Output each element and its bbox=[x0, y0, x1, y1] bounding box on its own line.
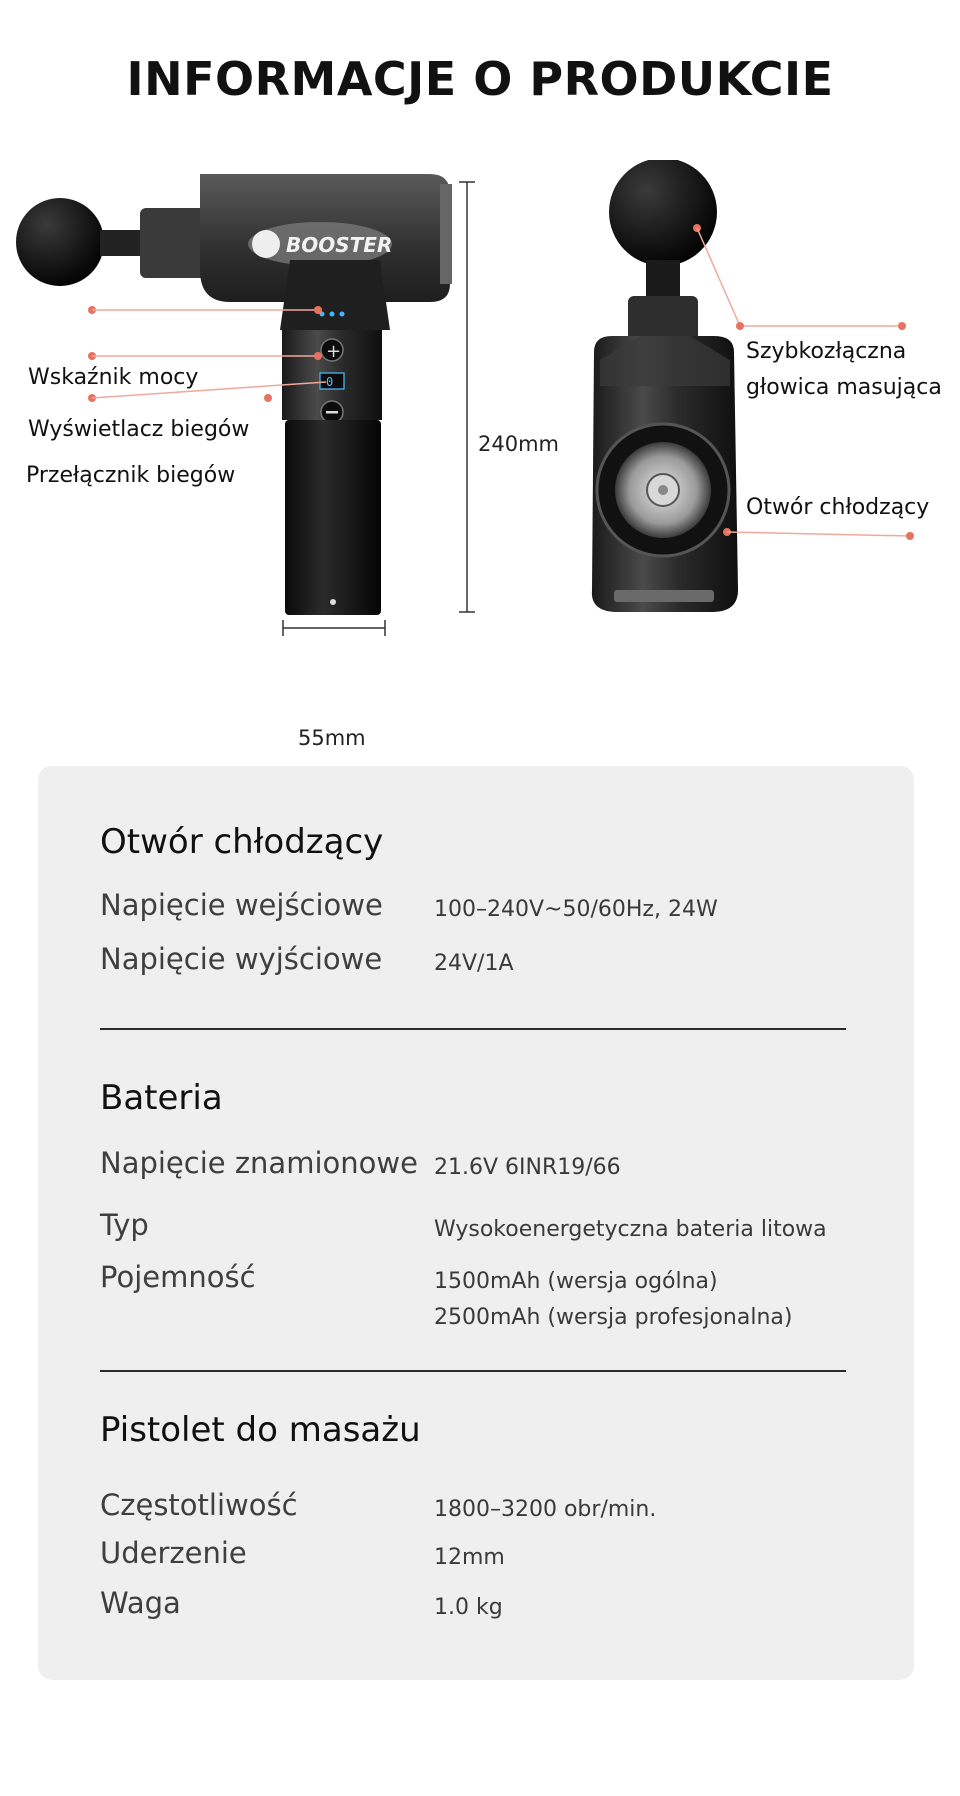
page-title: INFORMACJE O PRODUKCIE bbox=[126, 52, 834, 106]
spec-value-secondary: 2500mAh (wersja profesjonalna) bbox=[434, 1305, 793, 1330]
massage-gun-back-view bbox=[592, 160, 738, 612]
section-title: Pistolet do masażu bbox=[100, 1410, 421, 1450]
dimension-width-label: 55mm bbox=[298, 726, 366, 750]
section-title: Otwór chłodzący bbox=[100, 822, 384, 862]
section-divider bbox=[100, 1028, 846, 1030]
section-divider bbox=[100, 1370, 846, 1372]
brand-logo-icon bbox=[252, 230, 280, 258]
spec-value: Wysokoenergetyczna bateria litowa bbox=[434, 1217, 827, 1242]
power-led-icon bbox=[330, 312, 335, 317]
spec-value: 1.0 kg bbox=[434, 1595, 503, 1620]
spec-value: 12mm bbox=[434, 1545, 505, 1570]
callout-quick-head-line1: Szybkozłączna bbox=[746, 339, 907, 364]
dimension-height-label: 240mm bbox=[478, 432, 559, 456]
callout-gear-display: Wyświetlacz biegów bbox=[28, 417, 250, 442]
spec-label: Częstotliwość bbox=[100, 1488, 298, 1522]
spec-value: 1500mAh (wersja ogólna) bbox=[434, 1269, 718, 1294]
spec-section-battery bbox=[100, 1078, 846, 1118]
product-figure bbox=[0, 160, 960, 760]
massage-ball-head bbox=[16, 198, 104, 286]
brand-logo-text: BOOSTER bbox=[286, 233, 393, 257]
spec-label: Napięcie wyjściowe bbox=[100, 942, 383, 976]
spec-label: Pojemność bbox=[100, 1260, 256, 1294]
svg-text:0: 0 bbox=[326, 375, 334, 389]
callout-gear-switch: Przełącznik biegów bbox=[26, 463, 236, 488]
spec-label: Uderzenie bbox=[100, 1536, 247, 1570]
spec-value: 100–240V~50/60Hz, 24W bbox=[434, 897, 718, 922]
spec-value: 24V/1A bbox=[434, 951, 514, 976]
spec-section-gun bbox=[100, 1410, 846, 1450]
svg-text:+: + bbox=[326, 341, 342, 362]
spec-value: 1800–3200 obr/min. bbox=[434, 1497, 657, 1522]
callout-power-indicator: Wskaźnik mocy bbox=[28, 365, 199, 390]
callout-quick-head-line2: głowica masująca bbox=[746, 375, 942, 400]
spec-card bbox=[38, 766, 914, 1680]
spec-label: Napięcie wejściowe bbox=[100, 888, 383, 922]
spec-label: Waga bbox=[100, 1586, 181, 1620]
spec-section-adapter bbox=[100, 822, 846, 862]
spec-value: 21.6V 6INR19/66 bbox=[434, 1155, 621, 1180]
spec-label: Napięcie znamionowe bbox=[100, 1146, 418, 1180]
spec-label: Typ bbox=[100, 1208, 149, 1242]
section-title: Bateria bbox=[100, 1078, 223, 1118]
callout-cooling-vent: Otwór chłodzący bbox=[746, 495, 930, 520]
power-led-icon bbox=[340, 312, 345, 317]
